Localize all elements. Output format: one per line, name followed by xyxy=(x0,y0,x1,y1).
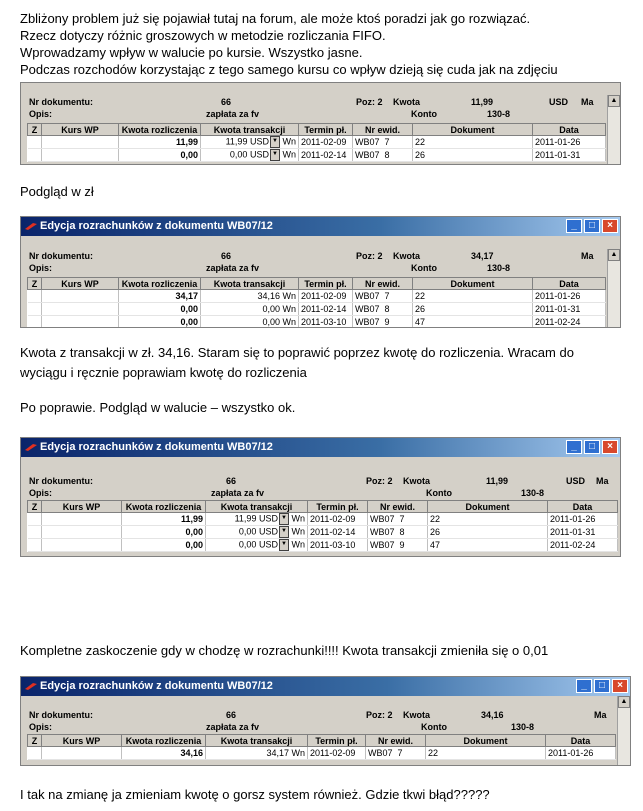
close-icon[interactable]: × xyxy=(602,219,618,233)
table-row[interactable] xyxy=(28,526,618,539)
kwota-rozliczenia-cell[interactable]: 0,00 xyxy=(122,539,206,552)
kwota-transakcji-cell: 34,17 xyxy=(266,748,289,758)
label-kwota: Kwota xyxy=(393,251,420,261)
ewid-no-cell: 8 xyxy=(384,150,390,160)
konto-value: 130-8 xyxy=(521,488,545,498)
app-icon xyxy=(25,682,37,690)
minimize-icon[interactable]: _ xyxy=(566,219,582,233)
label-konto: Konto xyxy=(426,488,452,498)
ewid-no-cell: 8 xyxy=(399,527,405,537)
table-row[interactable] xyxy=(28,539,618,552)
settlement-table xyxy=(27,277,606,328)
termin-cell: 2011-02-14 xyxy=(299,303,353,316)
scroll-up-icon[interactable]: ▲ xyxy=(608,95,620,107)
data-cell: 2011-01-26 xyxy=(548,513,618,526)
maximize-icon[interactable]: □ xyxy=(584,219,600,233)
currency-cell: USD xyxy=(258,539,278,550)
window-titlebar xyxy=(21,677,630,696)
window-title: Edycja rozrachunków z dokumentu WB07/12 xyxy=(40,441,273,453)
label-poz: Poz: 2 xyxy=(366,710,393,720)
col-kwota-transakcji[interactable]: Kwota transakcji xyxy=(206,501,308,513)
label-kwota: Kwota xyxy=(403,710,430,720)
kwota-value: 11,99 xyxy=(471,97,494,107)
label-nr-dokumentu: Nr dokumentu: xyxy=(29,476,93,486)
col-z[interactable]: Z xyxy=(28,124,42,136)
side-value: Ma xyxy=(594,710,607,720)
col-kurs-wp[interactable]: Kurs WP xyxy=(42,735,122,747)
header-row-opis xyxy=(21,721,630,733)
screenshot-3 xyxy=(20,437,621,557)
post-text-line-4: Podczas rozchodów korzystając z tego samego kursu co wpływ dzieją się cuda jak na zdjęciu xyxy=(20,62,558,77)
header-row-opis xyxy=(21,262,620,274)
dropdown-arrow-icon[interactable]: ▼ xyxy=(270,149,280,161)
label-poz: Poz: 2 xyxy=(356,97,383,107)
kwota-transakcji-cell: 34,16 xyxy=(257,291,280,301)
kwota-value: 34,17 xyxy=(471,251,494,261)
ewid-no-cell: 7 xyxy=(397,748,403,758)
data-cell: 2011-01-31 xyxy=(533,149,606,162)
termin-cell: 2011-03-10 xyxy=(299,316,353,329)
side-cell: Wn xyxy=(291,539,305,550)
post-text-line-6: Kwota z transakcji w zł. 34,16. Staram się to poprawić poprzez kwotę do rozliczenia. Wracam do xyxy=(20,345,574,360)
kwota-transakcji-cell: 0,00 xyxy=(262,317,280,327)
col-kwota-rozliczenia[interactable]: Kwota rozliczenia xyxy=(119,278,201,290)
settlement-table xyxy=(27,734,616,760)
col-kwota-rozliczenia[interactable]: Kwota rozliczenia xyxy=(122,735,206,747)
col-termin[interactable]: Termin pł. xyxy=(299,278,353,290)
side-cell: Wn xyxy=(291,748,305,758)
table-row[interactable] xyxy=(28,136,606,149)
doc-number: 66 xyxy=(226,476,237,486)
side-value: Ma xyxy=(596,476,609,486)
dokument-cell: 26 xyxy=(428,526,548,539)
col-kwota-transakcji[interactable]: Kwota transakcji xyxy=(201,124,299,136)
col-data[interactable]: Data xyxy=(533,124,606,136)
vertical-scrollbar[interactable] xyxy=(607,95,620,165)
post-text-line-5: Podgląd w zł xyxy=(20,184,94,199)
side-value: Ma xyxy=(581,97,594,107)
kwota-transakcji-cell: 0,00 xyxy=(229,149,248,160)
kwota-rozliczenia-cell[interactable]: 0,00 xyxy=(119,303,201,316)
kwota-transakcji-cell: 0,00 xyxy=(262,304,280,314)
doc-number: 66 xyxy=(226,710,237,720)
col-nr-ewid[interactable]: Nr ewid. xyxy=(353,124,413,136)
scroll-up-icon[interactable]: ▲ xyxy=(608,249,620,261)
data-cell: 2011-02-24 xyxy=(548,539,618,552)
post-text-line-2: Rzecz dotyczy różnic groszowych w metodzie rozliczania FIFO. xyxy=(20,28,386,43)
kwota-rozliczenia-cell[interactable]: 34,16 xyxy=(122,747,206,760)
label-poz: Poz: 2 xyxy=(356,251,383,261)
dokument-cell: 22 xyxy=(426,747,546,760)
screenshot-2 xyxy=(20,216,621,328)
kwota-transakcji-cell: 0,00 xyxy=(238,539,257,550)
label-konto: Konto xyxy=(411,109,437,119)
termin-cell: 2011-02-14 xyxy=(299,149,353,162)
screenshot-1 xyxy=(20,82,621,165)
col-termin[interactable]: Termin pł. xyxy=(308,735,366,747)
table-row[interactable] xyxy=(28,149,606,162)
col-data[interactable]: Data xyxy=(546,735,616,747)
label-kwota: Kwota xyxy=(403,476,430,486)
col-kurs-wp[interactable]: Kurs WP xyxy=(42,501,122,513)
ewid-cell: WB07 xyxy=(370,540,395,550)
scroll-up-icon[interactable]: ▲ xyxy=(618,696,630,708)
currency-cell: USD xyxy=(258,513,278,524)
ewid-cell: WB07 xyxy=(370,514,395,524)
kwota-transakcji-cell: 11,99 xyxy=(234,513,257,524)
ewid-no-cell: 8 xyxy=(384,304,390,314)
side-cell: Wn xyxy=(291,513,305,524)
header-row-doc xyxy=(21,250,620,262)
dropdown-arrow-icon[interactable]: ▼ xyxy=(279,539,289,551)
post-text-line-10: I tak na zmianę ja zmieniam kwotę o gorsz system również. Gdzie tkwi błąd????? xyxy=(20,787,490,802)
termin-cell: 2011-02-09 xyxy=(299,290,353,303)
ewid-no-cell: 7 xyxy=(384,291,390,301)
side-cell: Wn xyxy=(282,304,296,314)
col-dokument[interactable]: Dokument xyxy=(413,124,533,136)
col-z[interactable]: Z xyxy=(28,735,42,747)
termin-cell: 2011-02-14 xyxy=(308,526,368,539)
label-opis: Opis: xyxy=(29,263,53,273)
settlement-table xyxy=(27,500,618,552)
dokument-cell: 22 xyxy=(428,513,548,526)
currency-value: USD xyxy=(566,476,586,486)
col-termin[interactable]: Termin pł. xyxy=(308,501,368,513)
kwota-rozliczenia-cell[interactable]: 34,17 xyxy=(119,290,201,303)
opis-value: zapłata za fv xyxy=(206,263,260,273)
maximize-icon[interactable]: □ xyxy=(594,679,610,693)
ewid-cell: WB07 xyxy=(355,150,380,160)
col-kurs-wp[interactable]: Kurs WP xyxy=(42,124,119,136)
dokument-cell: 26 xyxy=(413,149,533,162)
ewid-cell: WB07 xyxy=(355,137,380,147)
post-text-line-7: wyciągu i ręcznie poprawiam kwotę do rozliczenia xyxy=(20,365,307,380)
col-nr-ewid[interactable]: Nr ewid. xyxy=(353,278,413,290)
vertical-scrollbar[interactable] xyxy=(607,249,620,328)
doc-number: 66 xyxy=(221,97,232,107)
col-dokument[interactable]: Dokument xyxy=(426,735,546,747)
side-value: Ma xyxy=(581,251,594,261)
table-row[interactable] xyxy=(28,316,606,329)
col-dokument[interactable]: Dokument xyxy=(428,501,548,513)
app-icon xyxy=(25,222,37,230)
window-titlebar xyxy=(21,217,620,236)
window-titlebar xyxy=(21,438,620,457)
kwota-rozliczenia-cell[interactable]: 0,00 xyxy=(119,149,201,162)
ewid-cell: WB07 xyxy=(355,304,380,314)
col-dokument[interactable]: Dokument xyxy=(413,278,533,290)
konto-value: 130-8 xyxy=(487,263,511,273)
col-nr-ewid[interactable]: Nr ewid. xyxy=(366,735,426,747)
dropdown-arrow-icon[interactable]: ▼ xyxy=(279,526,289,538)
label-konto: Konto xyxy=(421,722,447,732)
label-poz: Poz: 2 xyxy=(366,476,393,486)
ewid-no-cell: 9 xyxy=(399,540,405,550)
opis-value: zapłata za fv xyxy=(211,488,265,498)
data-cell: 2011-01-26 xyxy=(533,136,606,149)
data-cell: 2011-01-31 xyxy=(533,303,606,316)
dokument-cell: 22 xyxy=(413,136,533,149)
label-opis: Opis: xyxy=(29,488,53,498)
ewid-cell: WB07 xyxy=(355,291,380,301)
currency-cell: USD xyxy=(258,526,278,537)
currency-value: USD xyxy=(549,97,569,107)
side-cell: Wn xyxy=(282,291,296,301)
post-text-line-9: Kompletne zaskoczenie gdy w chodzę w rozrachunki!!!! Kwota transakcji zmieniła się o 0,01 xyxy=(20,643,549,658)
side-cell: Wn xyxy=(282,149,296,160)
ewid-cell: WB07 xyxy=(370,527,395,537)
dropdown-arrow-icon[interactable]: ▼ xyxy=(279,513,289,525)
termin-cell: 2011-02-09 xyxy=(308,513,368,526)
col-kwota-transakcji[interactable]: Kwota transakcji xyxy=(206,735,308,747)
dokument-cell: 47 xyxy=(428,539,548,552)
dropdown-arrow-icon[interactable]: ▼ xyxy=(270,136,280,148)
window-title: Edycja rozrachunków z dokumentu WB07/12 xyxy=(40,220,273,232)
ewid-cell: WB07 xyxy=(355,317,380,327)
currency-cell: USD xyxy=(249,149,269,160)
konto-value: 130-8 xyxy=(487,109,511,119)
col-data[interactable]: Data xyxy=(548,501,618,513)
ewid-no-cell: 7 xyxy=(399,514,405,524)
window-title: Edycja rozrachunków z dokumentu WB07/12 xyxy=(40,680,273,692)
col-nr-ewid[interactable]: Nr ewid. xyxy=(368,501,428,513)
kwota-rozliczenia-cell[interactable]: 11,99 xyxy=(119,136,201,149)
opis-value: zapłata za fv xyxy=(206,722,260,732)
col-data[interactable]: Data xyxy=(533,278,606,290)
maximize-icon[interactable]: □ xyxy=(584,440,600,454)
termin-cell: 2011-03-10 xyxy=(308,539,368,552)
col-kwota-rozliczenia[interactable]: Kwota rozliczenia xyxy=(122,501,206,513)
vertical-scrollbar[interactable] xyxy=(617,696,630,766)
minimize-icon[interactable]: _ xyxy=(576,679,592,693)
label-kwota: Kwota xyxy=(393,97,420,107)
kwota-rozliczenia-cell[interactable]: 0,00 xyxy=(119,316,201,329)
header-row-doc xyxy=(21,96,620,108)
kwota-rozliczenia-cell[interactable]: 11,99 xyxy=(122,513,206,526)
table-row[interactable] xyxy=(28,290,606,303)
opis-value: zapłata za fv xyxy=(206,109,260,119)
post-text-line-1: Zbliżony problem już się pojawiał tutaj na forum, ale może ktoś poradzi jak go rozwiązać. xyxy=(20,11,531,26)
data-cell: 2011-02-24 xyxy=(533,316,606,329)
termin-cell: 2011-02-09 xyxy=(299,136,353,149)
screenshot-4 xyxy=(20,676,631,766)
close-icon[interactable]: × xyxy=(612,679,628,693)
dokument-cell: 26 xyxy=(413,303,533,316)
ewid-cell: WB07 xyxy=(368,748,393,758)
side-cell: Wn xyxy=(282,317,296,327)
label-nr-dokumentu: Nr dokumentu: xyxy=(29,251,93,261)
minimize-icon[interactable]: _ xyxy=(566,440,582,454)
col-termin[interactable]: Termin pł. xyxy=(299,124,353,136)
dokument-cell: 47 xyxy=(413,316,533,329)
col-z[interactable]: Z xyxy=(28,501,42,513)
kwota-transakcji-cell: 11,99 xyxy=(225,136,248,147)
col-kwota-rozliczenia[interactable]: Kwota rozliczenia xyxy=(119,124,201,136)
side-cell: Wn xyxy=(282,136,296,147)
data-cell: 2011-01-26 xyxy=(533,290,606,303)
konto-value: 130-8 xyxy=(511,722,535,732)
data-cell: 2011-01-31 xyxy=(548,526,618,539)
currency-cell: USD xyxy=(249,136,269,147)
kwota-transakcji-cell: 0,00 xyxy=(238,526,257,537)
app-icon xyxy=(25,443,37,451)
col-z[interactable]: Z xyxy=(28,278,42,290)
col-kurs-wp[interactable]: Kurs WP xyxy=(42,278,119,290)
label-konto: Konto xyxy=(411,263,437,273)
header-row-opis xyxy=(21,487,620,499)
side-cell: Wn xyxy=(291,526,305,537)
label-nr-dokumentu: Nr dokumentu: xyxy=(29,97,93,107)
data-cell: 2011-01-26 xyxy=(546,747,616,760)
settlement-table xyxy=(27,123,606,162)
header-row-doc xyxy=(21,475,620,487)
header-row-doc xyxy=(21,709,630,721)
post-text-line-3: Wprowadzamy wpływ w walucie po kursie. Wszystko jasne. xyxy=(20,45,363,60)
ewid-no-cell: 7 xyxy=(384,137,390,147)
label-opis: Opis: xyxy=(29,109,53,119)
dokument-cell: 22 xyxy=(413,290,533,303)
kwota-value: 11,99 xyxy=(486,476,509,486)
col-kwota-transakcji[interactable]: Kwota transakcji xyxy=(201,278,299,290)
close-icon[interactable]: × xyxy=(602,440,618,454)
doc-number: 66 xyxy=(221,251,232,261)
table-row[interactable] xyxy=(28,513,618,526)
table-row[interactable] xyxy=(28,747,616,760)
label-opis: Opis: xyxy=(29,722,53,732)
label-nr-dokumentu: Nr dokumentu: xyxy=(29,710,93,720)
post-text-line-8: Po poprawie. Podgląd w walucie – wszystko ok. xyxy=(20,400,296,415)
header-row-opis xyxy=(21,108,620,120)
kwota-rozliczenia-cell[interactable]: 0,00 xyxy=(122,526,206,539)
kwota-value: 34,16 xyxy=(481,710,504,720)
termin-cell: 2011-02-09 xyxy=(308,747,366,760)
ewid-no-cell: 9 xyxy=(384,317,390,327)
table-row[interactable] xyxy=(28,303,606,316)
